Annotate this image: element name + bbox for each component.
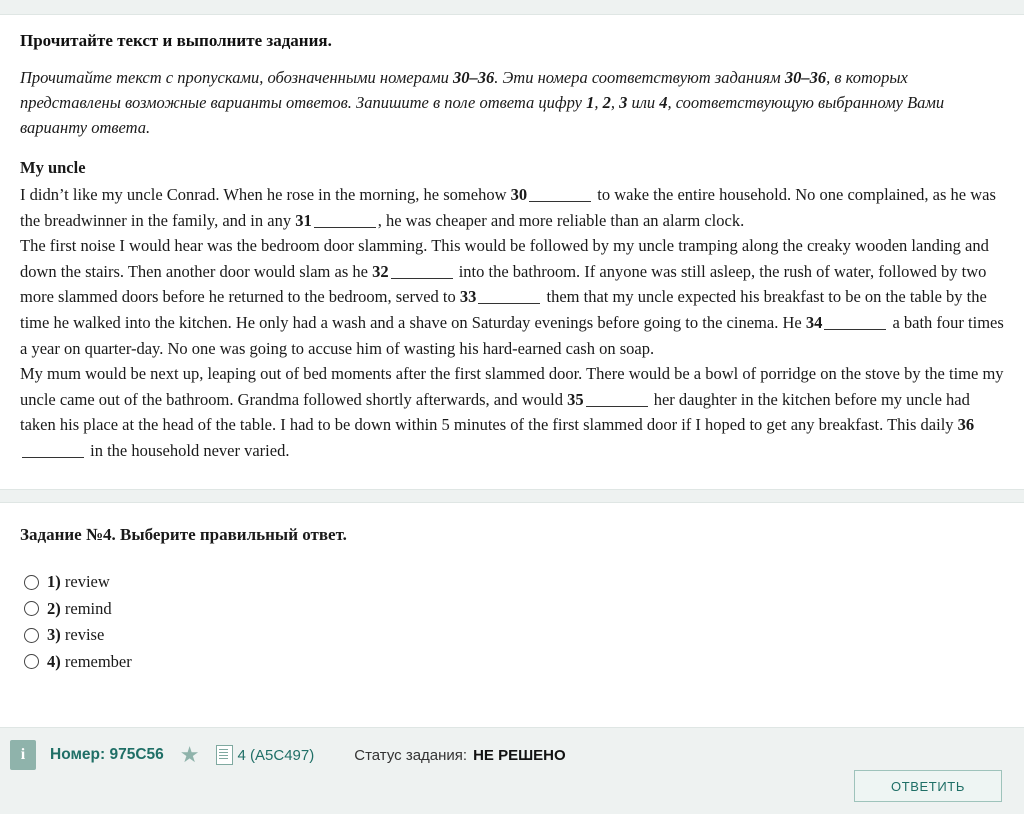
option-number: 3) xyxy=(47,625,61,645)
reading-paragraph xyxy=(20,182,1004,233)
option-label-1[interactable]: 1) review xyxy=(47,572,110,592)
answer-options xyxy=(22,571,1004,672)
reading-body xyxy=(20,182,1004,463)
answer-button[interactable]: ОТВЕТИТЬ xyxy=(854,770,1002,802)
content-area xyxy=(0,31,1024,463)
source-document-link[interactable]: 4 (A5C497) xyxy=(237,746,315,764)
option-row[interactable] xyxy=(22,571,1004,592)
paragraph-text: in the household never varied. xyxy=(86,440,290,460)
gap-number: 35 xyxy=(567,389,584,409)
gap-number: 33 xyxy=(459,287,477,307)
paragraph-text: The first noise I would hear was the bedroom door slamming. This would be followed by my uncle tramping along the creaky wooden landing and down the stairs. Then another door would slam as he xyxy=(20,236,989,281)
gap-blank xyxy=(529,188,591,202)
footer-bar xyxy=(0,727,1024,814)
option-row[interactable] xyxy=(22,651,1004,672)
section-divider xyxy=(0,489,1024,503)
instruction-emphasis: 3 xyxy=(619,93,628,113)
option-label-3[interactable]: 3) revise xyxy=(47,625,105,645)
instruction-text: , xyxy=(610,93,620,113)
status-badge: НЕ РЕШЕНО xyxy=(473,746,566,764)
paragraph-text: I didn’t like my uncle Conrad. When he rose in the morning, he somehow xyxy=(20,185,511,205)
instruction-emphasis: 30–36 xyxy=(784,68,827,87)
gap-blank xyxy=(586,393,648,407)
instruction-emphasis: 30–36 xyxy=(452,68,495,87)
reading-title: My uncle xyxy=(20,158,86,178)
radio-button-4[interactable] xyxy=(24,654,39,669)
instruction-text: или xyxy=(627,93,660,113)
option-row[interactable] xyxy=(22,624,1004,645)
gap-blank xyxy=(22,444,84,458)
option-number: 4) xyxy=(47,651,61,671)
paragraph-text: My mum would be next up, leaping out of bed moments after the first slammed door. There would be a bowl of porridge on the stove by the time my uncle came out of the bathroom. Grandma followed shortly afterwards, and would xyxy=(20,364,1004,409)
paragraph-text: a bath four times a year on quarter-day. No one was going to accuse him of wasting his hard-earned cash on soap. xyxy=(20,313,1004,358)
instruction-text: Прочитайте текст с пропусками, обозначенными номерами xyxy=(20,68,453,87)
instruction-text: , в которых представлены возможные варианты ответов. Запишите в поле ответа цифру xyxy=(20,68,908,113)
option-number: 1) xyxy=(47,572,61,592)
instruction-emphasis: 2 xyxy=(602,93,611,113)
info-icon[interactable]: i xyxy=(10,740,36,770)
question-heading: Задание №4. Выберите правильный ответ. xyxy=(20,525,347,545)
radio-button-2[interactable] xyxy=(24,601,39,616)
instruction-text: . Эти номера соответствуют заданиям xyxy=(494,68,785,87)
question-area xyxy=(0,525,1024,672)
task-instructions xyxy=(20,65,1004,140)
task-heading: Прочитайте текст и выполните задания. xyxy=(20,31,332,50)
radio-button-1[interactable] xyxy=(24,575,39,590)
paragraph-text: to wake the entire household. No one complained, as he was the breadwinner in the family, and in any xyxy=(20,185,996,230)
radio-button-3[interactable] xyxy=(24,628,39,643)
gap-blank xyxy=(391,265,453,279)
option-row[interactable] xyxy=(22,598,1004,619)
option-number: 2) xyxy=(47,598,61,618)
reading-paragraph xyxy=(20,233,1004,361)
instruction-text: , соответствующую выбранному Вами варианту ответа. xyxy=(20,93,945,138)
gap-number: 36 xyxy=(957,415,975,435)
option-label-4[interactable]: 4) remember xyxy=(47,651,132,671)
gap-blank xyxy=(824,316,886,330)
instruction-text: , xyxy=(594,93,603,113)
paragraph-text: her daughter in the kitchen before my uncle had taken his place at the head of the table. I had to be down within 5 minutes of the first slammed door if I hoped to get any breakfast. This daily xyxy=(20,389,970,435)
paragraph-text: into the bathroom. If anyone was still asleep, the rush of water, followed by two more slammed doors before he returned to the bedroom, served to xyxy=(20,261,987,307)
instruction-emphasis: 1 xyxy=(586,93,595,113)
status-label: Статус задания: xyxy=(354,746,468,764)
paragraph-text: them that my uncle expected his breakfast to be on the table by the time he walked into the kitchen. He only had a wash and a shave on Saturday evenings before going to the cinema. He xyxy=(20,287,987,333)
option-label-2[interactable]: 2) remind xyxy=(47,598,112,618)
paragraph-text: , he was cheaper and more reliable than an alarm clock. xyxy=(377,210,745,230)
task-number-label: Номер: 975C56 xyxy=(50,746,164,763)
star-icon[interactable]: ★ xyxy=(179,742,200,767)
gap-number: 30 xyxy=(510,185,528,205)
reading-paragraph xyxy=(20,361,1004,463)
gap-blank xyxy=(314,214,376,228)
document-icon[interactable] xyxy=(216,745,233,765)
gap-number: 34 xyxy=(805,313,823,333)
top-strip xyxy=(0,0,1024,15)
gap-number: 31 xyxy=(295,210,312,230)
gap-blank xyxy=(478,290,540,304)
gap-number: 32 xyxy=(372,261,389,281)
instruction-emphasis: 4 xyxy=(659,93,668,113)
